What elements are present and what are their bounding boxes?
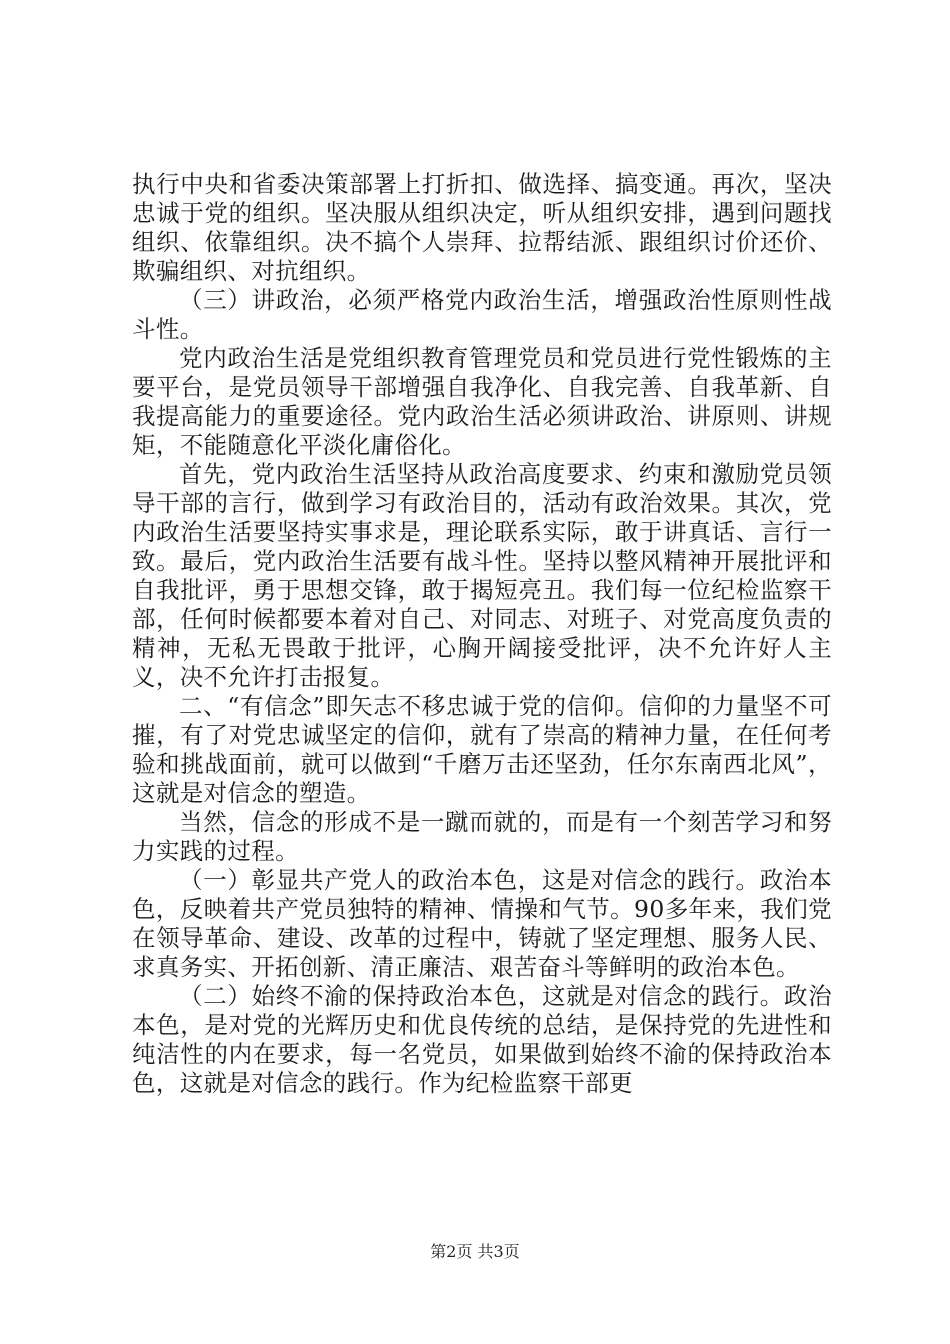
paragraph-continued: 执行中央和省委决策部署上打折扣、做选择、搞变通。再次，坚决忠诚于党的组织。坚决服从组织决定，听从组织安排，遇到问题找组织、依靠组织。决不搞个人崇拜、拉帮结派、跟组织讨价还价、欺骗组织、对抗组织。	[132, 170, 832, 285]
page-number-footer: 第2页 共3页	[430, 1242, 520, 1261]
subsection-2: （二）始终不渝的保持政治本色，这就是对信念的践行。政治本色，是对党的光辉历史和优良传统的总结，是保持党的先进性和纯洁性的内在要求，每一名党员，如果做到始终不渝的保持政治本色，这就是对信念的践行。作为纪检监察干部更	[132, 982, 832, 1097]
document-body	[132, 170, 832, 1098]
paragraph: 当然，信念的形成不是一蹴而就的，而是有一个刻苦学习和努力实践的过程。	[132, 808, 832, 865]
section-heading-2: 二、“有信念”即矢志不移忠诚于党的信仰。信仰的力量坚不可摧，有了对党忠诚坚定的信仰，就有了崇高的精神力量，在任何考验和挑战面前，就可以做到“千磨万击还坚劲，任尔东南西北风”，这就是对信念的塑造。	[132, 692, 832, 807]
subsection-1: （一）彰显共产党人的政治本色，这是对信念的践行。政治本色，反映着共产党员独特的精神、情操和气节。90多年来，我们党在领导革命、建设、改革的过程中，铸就了坚定理想、服务人民、求真务实、开拓创新、清正廉洁、艰苦奋斗等鲜明的政治本色。	[132, 866, 832, 981]
section-heading-3: （三）讲政治，必须严格党内政治生活，增强政治性原则性战斗性。	[132, 286, 832, 343]
paragraph: 首先，党内政治生活坚持从政治高度要求、约束和激励党员领导干部的言行，做到学习有政治目的，活动有政治效果。其次，党内政治生活要坚持实事求是，理论联系实际，敢于讲真话、言行一致。最后，党内政治生活要有战斗性。坚持以整风精神开展批评和自我批评，勇于思想交锋，敢于揭短亮丑。我们每一位纪检监察干部，任何时候都要本着对自己、对同志、对班子、对党高度负责的精神，无私无畏敢于批评，心胸开阔接受批评，决不允许好人主义，决不允许打击报复。	[132, 460, 832, 691]
paragraph: 党内政治生活是党组织教育管理党员和党员进行党性锻炼的主要平台，是党员领导干部增强自我净化、自我完善、自我革新、自我提高能力的重要途径。党内政治生活必须讲政治、讲原则、讲规矩，不能随意化平淡化庸俗化。	[132, 344, 832, 459]
